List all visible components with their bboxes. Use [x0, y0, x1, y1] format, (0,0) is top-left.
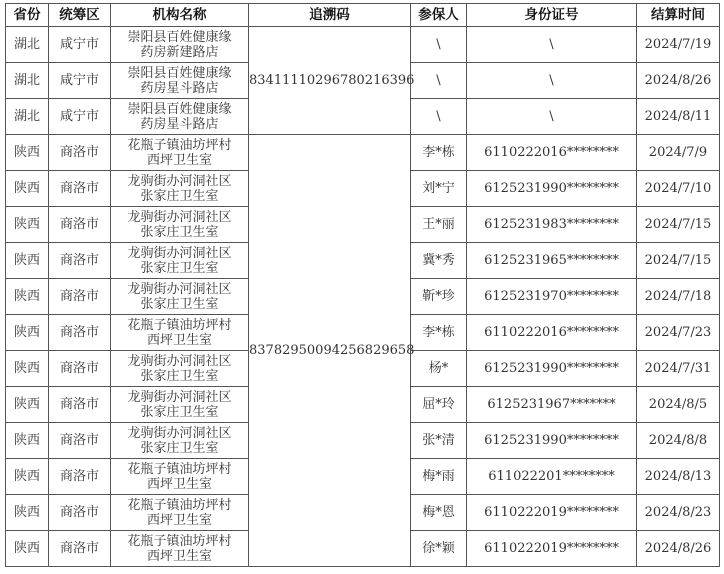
institution-cell: [111, 27, 249, 63]
institution-name-line: 药房新建路店: [140, 44, 219, 60]
id-number-cell: 6125231983********: [467, 207, 637, 243]
province-cell: 湖北: [6, 63, 49, 99]
province-cell: 陕西: [6, 243, 49, 279]
institution-name-line: 崇阳县百姓健康缘: [127, 101, 232, 117]
institution-name-line: 龙驹街办河洞社区: [127, 173, 232, 189]
settlement-date-cell: 2024/7/9: [637, 135, 720, 171]
settlement-date-cell: 2024/8/13: [637, 459, 720, 495]
settlement-date-cell: 2024/8/26: [637, 63, 720, 99]
insured-person-cell: 张*清: [411, 423, 467, 459]
institution-name-line: 张家庄卫生室: [140, 404, 219, 420]
id-number-cell: 6110222016********: [467, 315, 637, 351]
province-cell: 陕西: [6, 459, 49, 495]
header-province: 省份: [6, 4, 49, 27]
region-cell: 咸宁市: [49, 63, 111, 99]
table-row: [6, 27, 720, 63]
institution-name-line: 药房星斗路店: [140, 80, 219, 96]
institution-name-line: 龙驹街办河洞社区: [127, 389, 232, 405]
insured-person-cell: 冀*秀: [411, 243, 467, 279]
header-institution: 机构名称: [111, 4, 249, 27]
settlement-date-cell: 2024/7/18: [637, 279, 720, 315]
institution-cell: [111, 171, 249, 207]
region-cell: 商洛市: [49, 531, 111, 567]
institution-cell: [111, 495, 249, 531]
insured-person-cell: 徐*颖: [411, 531, 467, 567]
insured-person-cell: \: [411, 63, 467, 99]
header-row: [6, 4, 720, 27]
region-cell: 商洛市: [49, 315, 111, 351]
institution-name-line: 龙驹街办河洞社区: [127, 281, 232, 297]
insured-person-cell: 梅*恩: [411, 495, 467, 531]
institution-cell: [111, 423, 249, 459]
region-cell: 商洛市: [49, 207, 111, 243]
institution-name-line: 龙驹街办河洞社区: [127, 245, 232, 261]
institution-name-line: 崇阳县百姓健康缘: [127, 65, 232, 81]
institution-name-line: 崇阳县百姓健康缘: [127, 29, 232, 45]
region-cell: 商洛市: [49, 495, 111, 531]
province-cell: 陕西: [6, 207, 49, 243]
institution-name-line: 西坪卫生室: [146, 332, 212, 348]
institution-name-line: 龙驹街办河洞社区: [127, 353, 232, 369]
table-row: [6, 135, 720, 171]
id-number-cell: 6125231967*******: [467, 387, 637, 423]
region-cell: 咸宁市: [49, 27, 111, 63]
id-number-cell: 6110222019********: [467, 495, 637, 531]
institution-name-line: 西坪卫生室: [146, 512, 212, 528]
institution-cell: [111, 351, 249, 387]
insured-person-cell: \: [411, 99, 467, 135]
institution-name-line: 花瓶子镇油坊坪村: [127, 533, 232, 549]
id-number-cell: 6125231965********: [467, 243, 637, 279]
settlement-date-cell: 2024/8/11: [637, 99, 720, 135]
insured-person-cell: 李*栋: [411, 315, 467, 351]
settlement-date-cell: 2024/7/10: [637, 171, 720, 207]
region-cell: 商洛市: [49, 423, 111, 459]
settlement-date-cell: 2024/7/19: [637, 27, 720, 63]
id-number-cell: 6125231990********: [467, 423, 637, 459]
insured-person-cell: 靳*珍: [411, 279, 467, 315]
settlement-table: [5, 3, 720, 567]
region-cell: 商洛市: [49, 135, 111, 171]
settlement-date-cell: 2024/7/15: [637, 207, 720, 243]
header-settlement-time: 结算时间: [637, 4, 720, 27]
institution-name-line: 龙驹街办河洞社区: [127, 209, 232, 225]
id-number-cell: 6125231990********: [467, 171, 637, 207]
header-insured: 参保人: [411, 4, 467, 27]
id-number-cell: 6125231970********: [467, 279, 637, 315]
province-cell: 陕西: [6, 423, 49, 459]
province-cell: 陕西: [6, 135, 49, 171]
settlement-date-cell: 2024/8/5: [637, 387, 720, 423]
insured-person-cell: 梅*雨: [411, 459, 467, 495]
id-number-cell: \: [467, 99, 637, 135]
province-cell: 陕西: [6, 279, 49, 315]
region-cell: 商洛市: [49, 279, 111, 315]
province-cell: 陕西: [6, 351, 49, 387]
province-cell: 湖北: [6, 99, 49, 135]
institution-name-line: 张家庄卫生室: [140, 260, 219, 276]
institution-cell: [111, 459, 249, 495]
region-cell: 咸宁市: [49, 99, 111, 135]
institution-name-line: 药房星斗路店: [140, 116, 219, 132]
id-number-cell: \: [467, 63, 637, 99]
institution-cell: [111, 387, 249, 423]
institution-name-line: 张家庄卫生室: [140, 368, 219, 384]
insured-person-cell: 杨*: [411, 351, 467, 387]
institution-name-line: 西坪卫生室: [146, 548, 212, 564]
institution-name-line: 花瓶子镇油坊坪村: [127, 461, 232, 477]
insured-person-cell: 王*丽: [411, 207, 467, 243]
settlement-date-cell: 2024/7/23: [637, 315, 720, 351]
province-cell: 陕西: [6, 171, 49, 207]
trace-code-cell: 83411110296780216396: [249, 27, 411, 135]
settlement-date-cell: 2024/8/26: [637, 531, 720, 567]
institution-name-line: 花瓶子镇油坊坪村: [127, 137, 232, 153]
insured-person-cell: \: [411, 27, 467, 63]
header-trace-code: 追溯码: [249, 4, 411, 27]
institution-cell: [111, 279, 249, 315]
settlement-date-cell: 2024/8/8: [637, 423, 720, 459]
insured-person-cell: 李*栋: [411, 135, 467, 171]
institution-cell: [111, 63, 249, 99]
institution-name-line: 张家庄卫生室: [140, 440, 219, 456]
id-number-cell: \: [467, 27, 637, 63]
institution-cell: [111, 135, 249, 171]
institution-name-line: 张家庄卫生室: [140, 224, 219, 240]
id-number-cell: 6125231990********: [467, 351, 637, 387]
region-cell: 商洛市: [49, 243, 111, 279]
institution-name-line: 张家庄卫生室: [140, 188, 219, 204]
province-cell: 湖北: [6, 27, 49, 63]
id-number-cell: 6110222016********: [467, 135, 637, 171]
settlement-date-cell: 2024/8/23: [637, 495, 720, 531]
institution-name-line: 龙驹街办河洞社区: [127, 425, 232, 441]
region-cell: 商洛市: [49, 351, 111, 387]
settlement-date-cell: 2024/7/31: [637, 351, 720, 387]
institution-name-line: 西坪卫生室: [146, 152, 212, 168]
id-number-cell: 6110222019********: [467, 531, 637, 567]
id-number-cell: 611022201********: [467, 459, 637, 495]
province-cell: 陕西: [6, 531, 49, 567]
institution-cell: [111, 531, 249, 567]
institution-name-line: 花瓶子镇油坊坪村: [127, 317, 232, 333]
header-region: 统筹区: [49, 4, 111, 27]
insured-person-cell: 刘*宁: [411, 171, 467, 207]
province-cell: 陕西: [6, 315, 49, 351]
institution-name-line: 花瓶子镇油坊坪村: [127, 497, 232, 513]
insured-person-cell: 屈*玲: [411, 387, 467, 423]
region-cell: 商洛市: [49, 171, 111, 207]
header-id-number: 身份证号: [467, 4, 637, 27]
settlement-date-cell: 2024/7/15: [637, 243, 720, 279]
institution-cell: [111, 99, 249, 135]
institution-cell: [111, 207, 249, 243]
institution-name-line: 西坪卫生室: [146, 476, 212, 492]
institution-cell: [111, 315, 249, 351]
institution-name-line: 张家庄卫生室: [140, 296, 219, 312]
region-cell: 商洛市: [49, 459, 111, 495]
institution-cell: [111, 243, 249, 279]
region-cell: 商洛市: [49, 387, 111, 423]
province-cell: 陕西: [6, 495, 49, 531]
province-cell: 陕西: [6, 387, 49, 423]
trace-code-cell: 83782950094256829658: [249, 135, 411, 567]
